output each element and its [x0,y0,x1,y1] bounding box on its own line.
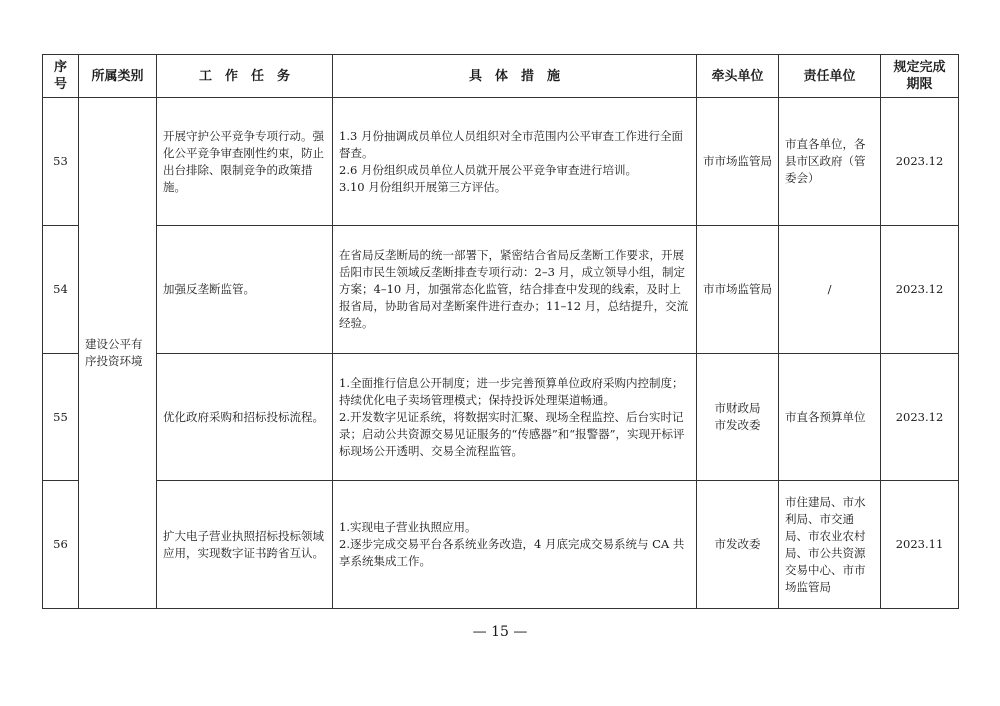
measure-line: 2.逐步完成交易平台各系统业务改造，4 月底完成交易系统与 CA 共享系统集成工作。 [339,537,685,568]
header-row [43,55,959,98]
measure-line: 2.开发数字见证系统，将数据实时汇聚、现场全程监控、后台实时记录；启动公共资源交易见证服务的“传感器”和“报警器”，实现开标评标现场公开透明、交易全流程监管。 [339,409,685,458]
measures-cell [333,481,697,609]
table-row [43,98,959,226]
lead-unit: 市发改委 [714,537,761,551]
lead-unit: 市财政局 [714,401,761,415]
deadline-cell: 2023.12 [881,226,959,354]
lead-unit: 市市场监管局 [703,154,772,168]
task-cell: 加强反垄断监管。 [157,226,333,354]
lead-unit: 市发改委 [714,418,761,432]
deadline-cell: 2023.12 [881,98,959,226]
header-deadline [881,55,959,98]
lead-unit-cell [697,481,779,609]
lead-unit: 市市场监管局 [703,282,772,296]
header-measures: 具 体 措 施 [333,55,697,98]
responsible-unit-cell: 市住建局、市水利局、市交通局、市农业农村局、市公共资源交易中心、市市场监管局 [779,481,881,609]
header-deadline-line1: 规定完成 [893,60,946,75]
responsible-unit-cell: 市直各预算单位 [779,354,881,481]
category-line1: 建设公平有 [85,337,143,351]
header-no-line1: 序 [53,60,67,75]
measure-line: 在省局反垄断局的统一部署下，紧密结合省局反垄断工作要求，开展岳阳市民生领域反垄断排查专项行动：2–3 月，成立领导小组，制定方案；4–10 月，加强常态化监管，结合排查中发现的线索，及时上报省局，协助省局对垄断案件进行查办；11–12 月，总结提升，交流经验。 [339,248,689,330]
measure-line: 1.实现电子营业执照应用。 [339,520,477,534]
row-number: 56 [43,481,79,609]
table-row [43,354,959,481]
lead-unit-cell [697,354,779,481]
deadline-cell: 2023.12 [881,354,959,481]
measure-line: 3.10 月份组织开展第三方评估。 [339,179,507,194]
table-row [43,226,959,354]
measure-line: 2.6 月份组织成员单位人员就开展公平竞争审查进行培训。 [339,162,637,177]
category-line2: 序投资环境 [85,354,143,368]
lead-unit-cell [697,226,779,354]
responsible-unit-cell: / [779,226,881,354]
page-number: — 15 — [472,624,528,640]
measures-cell [333,354,697,481]
header-lead-unit: 牵头单位 [697,55,779,98]
row-number: 54 [43,226,79,354]
task-cell: 开展守护公平竞争专项行动。强化公平竞争审查刚性约束，防止出台排除、限制竞争的政策措施。 [157,98,333,226]
table-row [43,481,959,609]
header-deadline-line2: 期限 [906,77,933,92]
measures-cell [333,98,697,226]
row-number: 53 [43,98,79,226]
header-category: 所属类别 [79,55,157,98]
header-task: 工 作 任 务 [157,55,333,98]
row-number: 55 [43,354,79,481]
deadline-cell: 2023.11 [881,481,959,609]
header-no-line2: 号 [53,77,67,92]
task-cell: 优化政府采购和招标投标流程。 [157,354,333,481]
header-responsible-unit: 责任单位 [779,55,881,98]
category-cell [79,98,157,609]
task-cell: 扩大电子营业执照招标投标领域应用，实现数字证书跨省互认。 [157,481,333,609]
header-no [43,55,79,98]
measures-cell [333,226,697,354]
responsible-unit-cell: 市直各单位，各县市区政府（管委会） [779,98,881,226]
measure-line: 1.3 月份抽调成员单位人员组织对全市范围内公平审查工作进行全面督查。 [339,128,683,160]
measure-line: 1.全面推行信息公开制度；进一步完善预算单位政府采购内控制度；持续优化电子卖场管理模式；保持投诉处理渠道畅通。 [339,375,684,407]
task-table [42,54,959,609]
lead-unit-cell [697,98,779,226]
